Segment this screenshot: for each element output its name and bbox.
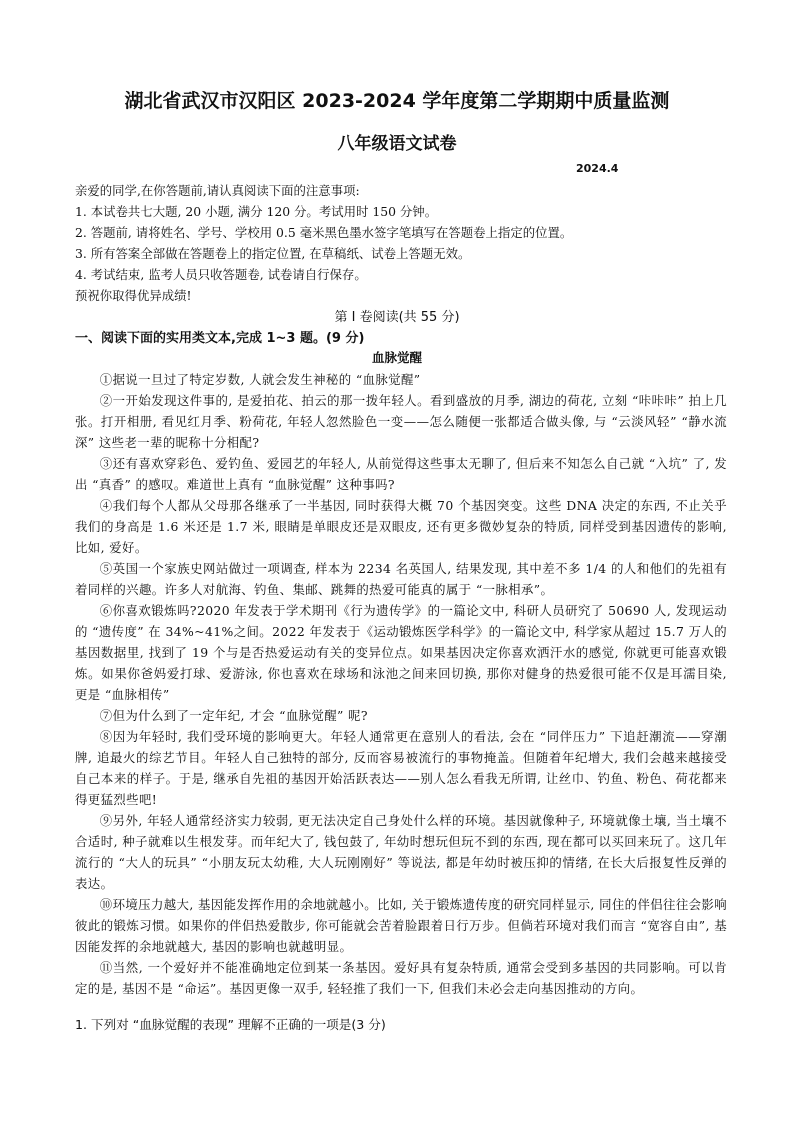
question-group-heading: 一、阅读下面的实用类文本,完成 1~3 题。(9 分): [75, 331, 365, 346]
notice-wish: 预祝你取得优异成绩!: [75, 288, 192, 303]
article-body: [75, 369, 727, 999]
paragraph: ⑪当然, 一个爱好并不能准确地定位到某一条基因。爱好具有复杂特质, 通常会受到多基因的共同影响。可以肯定的是, 基因不是 “命运”。基因更像一双手, 轻轻推了我们一下, 但我们未必会走向基因推动的方向。: [75, 960, 727, 996]
notice-item: 1. 本试卷共七大题, 20 小题, 满分 120 分。考试用时 150 分钟。: [75, 204, 438, 219]
exam-subtitle: 八年级语文试卷: [337, 134, 457, 154]
article-title: 血脉觉醒: [371, 350, 422, 365]
notice-intro: 亲爱的同学,在你答题前,请认真阅读下面的注意事项:: [75, 183, 360, 198]
paragraph: ①据说一旦过了特定岁数, 人就会发生神秘的 “血脉觉醒”: [99, 372, 421, 387]
paragraph: ⑩环境压力越大, 基因能发挥作用的余地就越小。比如, 关于锻炼遗传度的研究同样显示, 同住的伴侣往往会影响彼此的锻炼习惯。如果你的伴侣热爱散步, 你可能就会苦着脸跟着日行万步。但倘若环境对我们而言 “宽容自由”, 基因能发挥的余地就越大, 基因的影响也就越明显。: [75, 897, 727, 954]
notice-item: 3. 所有答案全部做在答题卷上的指定位置, 在草稿纸、试卷上答题无效。: [75, 246, 471, 261]
paragraph: ④我们每个人都从父母那各继承了一半基因, 同时获得大概 70 个基因突变。这些 DNA 决定的东西, 不止关乎我们的身高是 1.6 米还是 1.7 米, 眼睛是单眼皮还是双眼皮, 还有更多微妙复杂的特质, 同样受到基因遗传的影响, 比如, 爱好。: [75, 498, 727, 555]
paragraph: ⑥你喜欢锻炼吗?2020 年发表于学术期刊《行为遗传学》的一篇论文中, 科研人员研究了 50690 人, 发现运动的 “遗传度” 在 34%~41%之间。2022 年发表于《运动锻炼医学科学》的一篇论文中, 科学家从超过 15.7 万人的基因数据里, 找到了 19 个与是否热爱运动有关的变异位点。如果基因决定你喜欢洒汗水的感觉, 你就更可能喜欢锻炼。如果你爸妈爱打球、爱游泳, 你也喜欢在球场和泳池之间来回切换, 那你对健身的热爱很可能不仅是耳濡目染, 更是 “血脉相传”: [75, 603, 728, 702]
question-1: 1. 下列对 “血脉觉醒的表现” 理解不正确的一项是(3 分): [75, 1017, 386, 1032]
paragraph: ⑧因为年轻时, 我们受环境的影响更大。年轻人通常更在意别人的看法, 会在 “同伴压力” 下追赶潮流——穿潮牌, 追最火的综艺节目。年轻人自己独特的部分, 反而容易被流行的事物掩盖。但随着年纪增大, 我们会越来越接受自己本来的样子。于是, 继承自先祖的基因开始活跃表达——别人怎么看我无所谓, 让丝巾、钓鱼、粉色、荷花都来得更猛烈些吧!: [75, 729, 727, 807]
paragraph: ⑦但为什么到了一定年纪, 才会 “血脉觉醒” 呢?: [99, 708, 368, 723]
paragraph: ⑤英国一个家族史网站做过一项调查, 样本为 2234 名英国人, 结果发现, 其中差不多 1/4 的人和他们的先祖有着同样的兴趣。许多人对航海、钓鱼、集邮、跳舞的热爱可能真的属于 “一脉相承”。: [75, 561, 727, 597]
section-heading: 第 I 卷阅读(共 55 分): [334, 310, 460, 325]
notice-block: [75, 180, 725, 306]
paragraph: ⑨另外, 年轻人通常经济实力较弱, 更无法决定自己身处什么样的环境。基因就像种子, 环境就像土壤, 当土壤不合适时, 种子就难以生根发芽。而年纪大了, 钱包鼓了, 年幼时想玩但玩不到的东西, 现在都可以买回来玩了。这几年流行的 “大人的玩具” “小朋友玩太幼稚, 大人玩刚刚好” 等说法, 都是年幼时被压抑的情绪, 在长大后报复性反弹的表达。: [75, 813, 727, 891]
paragraph: ③还有喜欢穿彩色、爱钓鱼、爱园艺的年轻人, 从前觉得这些事太无聊了, 但后来不知怎么自己就 “入坑” 了, 发出 “真香” 的感叹。难道世上真有 “血脉觉醒” 这种事吗?: [75, 456, 727, 492]
exam-date: 2024.4: [576, 162, 619, 175]
notice-item: 2. 答题前, 请将姓名、学号、学校用 0.5 毫米黑色墨水签字笔填写在答题卷上指定的位置。: [75, 225, 573, 240]
exam-title: 湖北省武汉市汉阳区 2023-2024 学年度第二学期期中质量监测: [124, 90, 670, 112]
paragraph: ②一开始发现这件事的, 是爱拍花、拍云的那一拨年轻人。看到盛放的月季, 湖边的荷花, 立刻 “咔咔咔” 拍上几张。打开相册, 看见红月季、粉荷花, 年轻人忽然脸色一变——怎么随便一张都适合做头像, 与 “云淡风轻” “静水流深” 这些老一辈的昵称十分相配?: [75, 393, 727, 450]
notice-item: 4. 考试结束, 监考人员只收答题卷, 试卷请自行保存。: [75, 267, 367, 282]
